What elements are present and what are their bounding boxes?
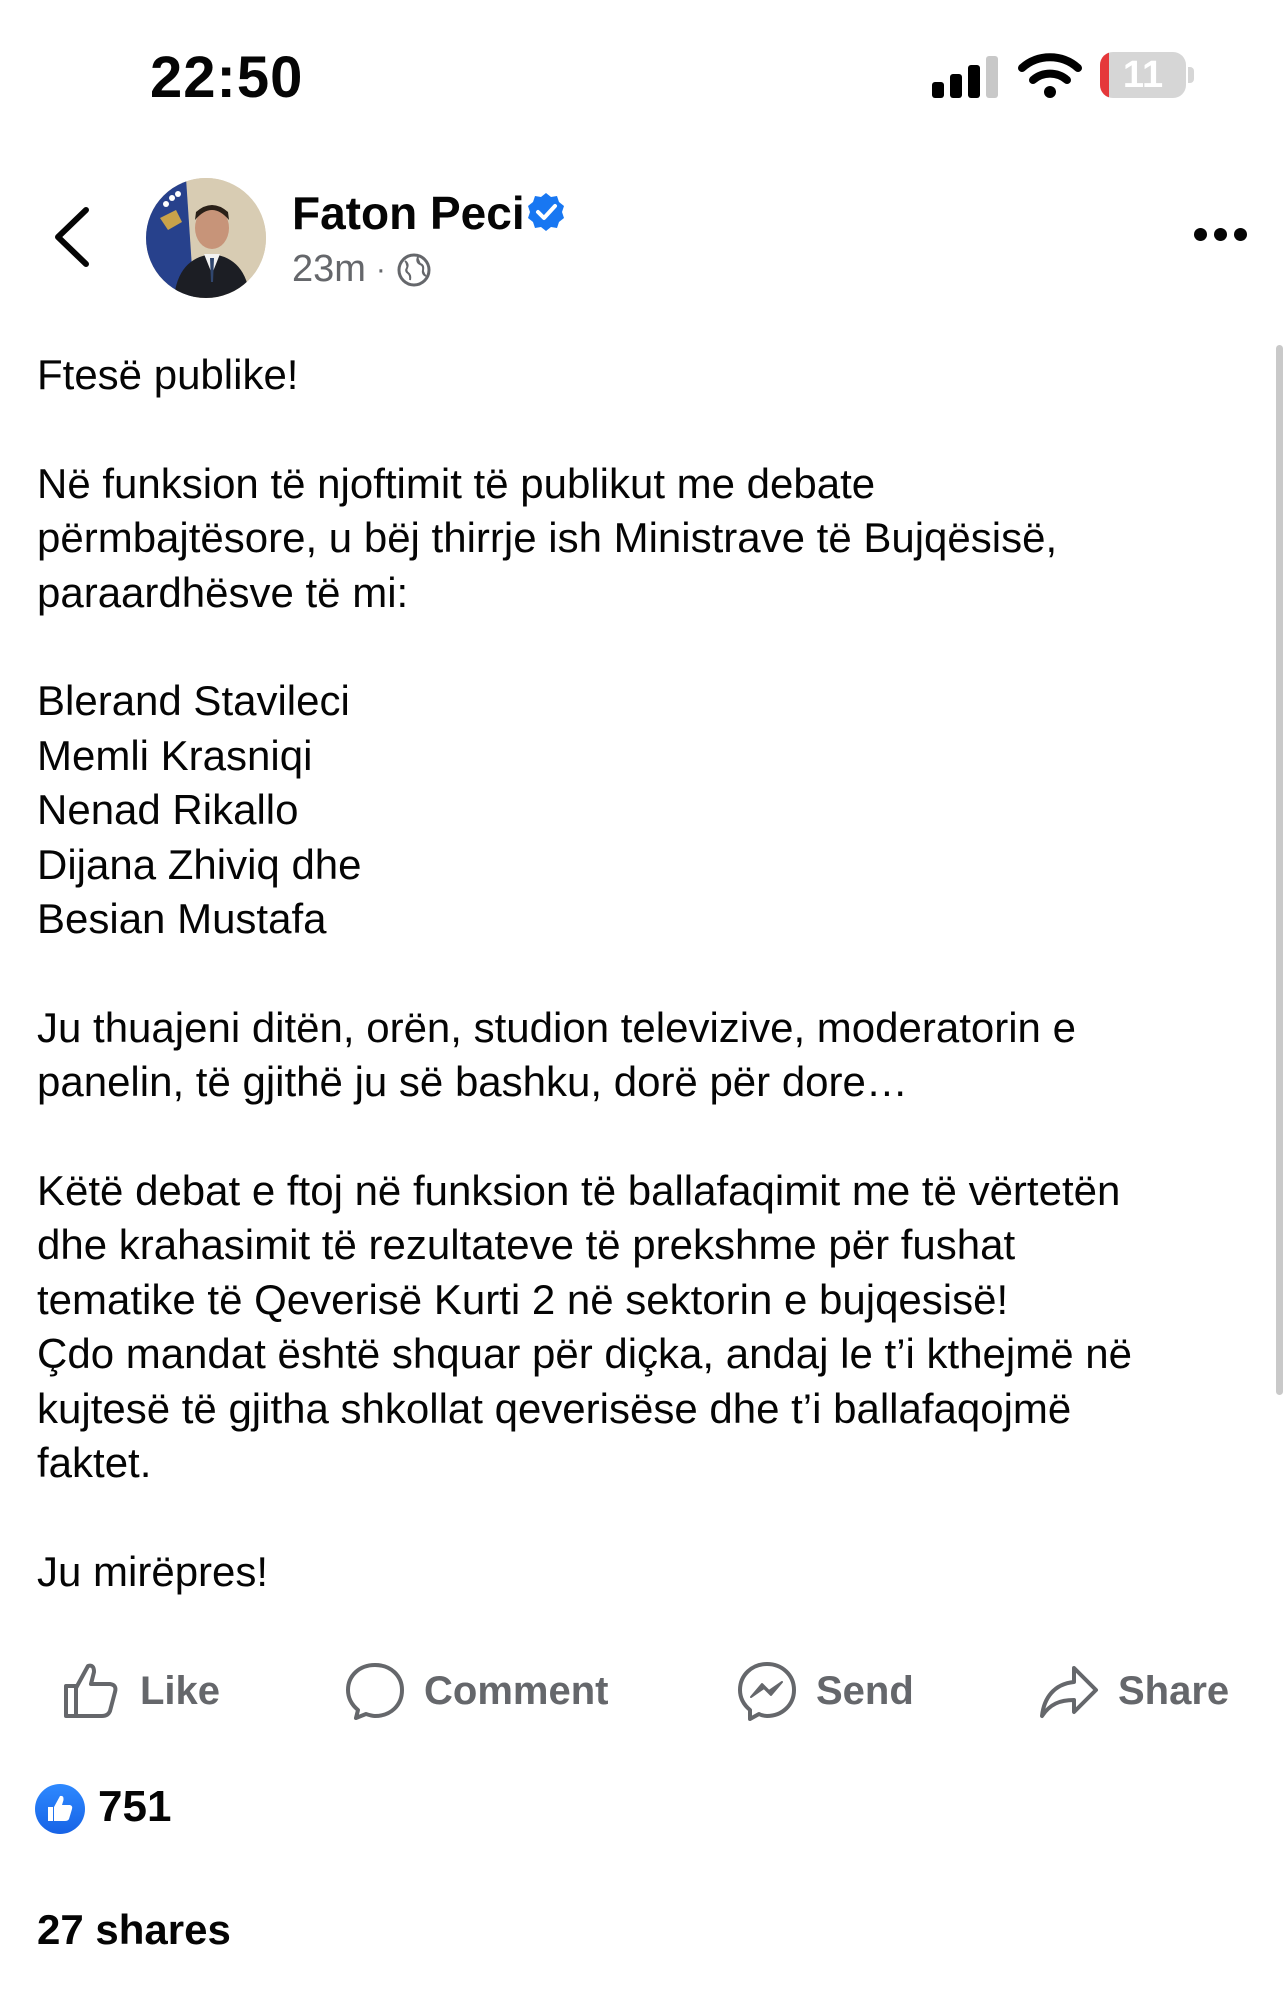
battery-percentage: 11 bbox=[1122, 54, 1164, 96]
post-line: Ju thuajeni ditën, orën, studion televizive, moderatorin e bbox=[37, 1003, 1076, 1051]
post-line: Nenad Rikallo bbox=[37, 786, 299, 833]
messenger-icon bbox=[736, 1660, 798, 1722]
comment-button[interactable] bbox=[344, 1656, 608, 1726]
wifi-icon bbox=[1018, 52, 1082, 100]
post-line: Çdo mandat është shquar për diçka, andaj le t’i kthejmë në bbox=[37, 1330, 1132, 1377]
author-avatar[interactable] bbox=[146, 178, 266, 298]
post-line: Besian Mustafa bbox=[37, 895, 327, 942]
like-button[interactable] bbox=[60, 1656, 220, 1726]
cellular-signal-icon bbox=[932, 56, 998, 98]
avatar-photo bbox=[146, 178, 266, 298]
meta-separator: · bbox=[375, 252, 386, 286]
share-count[interactable]: 27 shares bbox=[37, 1906, 231, 1953]
post-line: dhe krahasimit të rezultateve të prekshme për fushat bbox=[37, 1221, 1016, 1268]
scrollbar[interactable] bbox=[1276, 345, 1283, 1395]
post-line: Në funksion të njoftimit të publikut me debate bbox=[37, 459, 876, 507]
comment-label: Comment bbox=[424, 1668, 609, 1713]
status-time: 22:50 bbox=[150, 45, 304, 110]
reaction-count[interactable]: 751 bbox=[98, 1782, 172, 1831]
send-label: Send bbox=[816, 1668, 914, 1713]
like-reaction-icon[interactable] bbox=[35, 1784, 85, 1834]
author-name[interactable]: Faton Peci bbox=[292, 187, 525, 239]
verified-badge-icon bbox=[526, 192, 566, 232]
comment-bubble-icon bbox=[344, 1660, 406, 1722]
battery-indicator bbox=[1100, 52, 1196, 100]
share-label: Share bbox=[1118, 1668, 1230, 1713]
post-meta bbox=[292, 248, 432, 291]
post-line: faktet. bbox=[37, 1439, 152, 1486]
post-line: Ju mirëpres! bbox=[37, 1547, 269, 1595]
share-button[interactable] bbox=[1038, 1656, 1229, 1726]
post-line: Memli Krasniqi bbox=[37, 731, 313, 779]
post-line: paraardhësve të mi: bbox=[37, 568, 409, 616]
post-line: Ftesë publike! bbox=[37, 351, 299, 398]
more-options-icon[interactable] bbox=[1190, 224, 1250, 244]
share-arrow-icon bbox=[1038, 1660, 1100, 1722]
back-arrow-icon[interactable] bbox=[48, 204, 94, 270]
globe-icon[interactable] bbox=[396, 252, 432, 288]
post-line: përmbajtësore, u bëj thirrje ish Ministrave të Bujqësisë, bbox=[37, 514, 1058, 561]
post-time[interactable]: 23m bbox=[292, 248, 366, 290]
send-button[interactable] bbox=[736, 1656, 914, 1726]
thumbs-up-icon bbox=[60, 1660, 122, 1722]
post-line: panelin, të gjithë ju së bashku, dorë për dore… bbox=[37, 1058, 908, 1105]
post-line: Këtë debat e ftoj në funksion të ballafaqimit me të vërtetën bbox=[37, 1166, 1121, 1214]
post-line: kujtesë të gjitha shkollat qeverisëse dhe t’i ballafaqojmë bbox=[37, 1384, 1072, 1432]
like-label: Like bbox=[140, 1668, 221, 1713]
post-line: Dijana Zhiviq dhe bbox=[37, 840, 362, 888]
post-line: Blerand Stavileci bbox=[37, 677, 350, 724]
post-line: tematike të Qeverisë Kurti 2 në sektorin e bujqesisë! bbox=[37, 1275, 1009, 1323]
post-text bbox=[37, 348, 1257, 1599]
